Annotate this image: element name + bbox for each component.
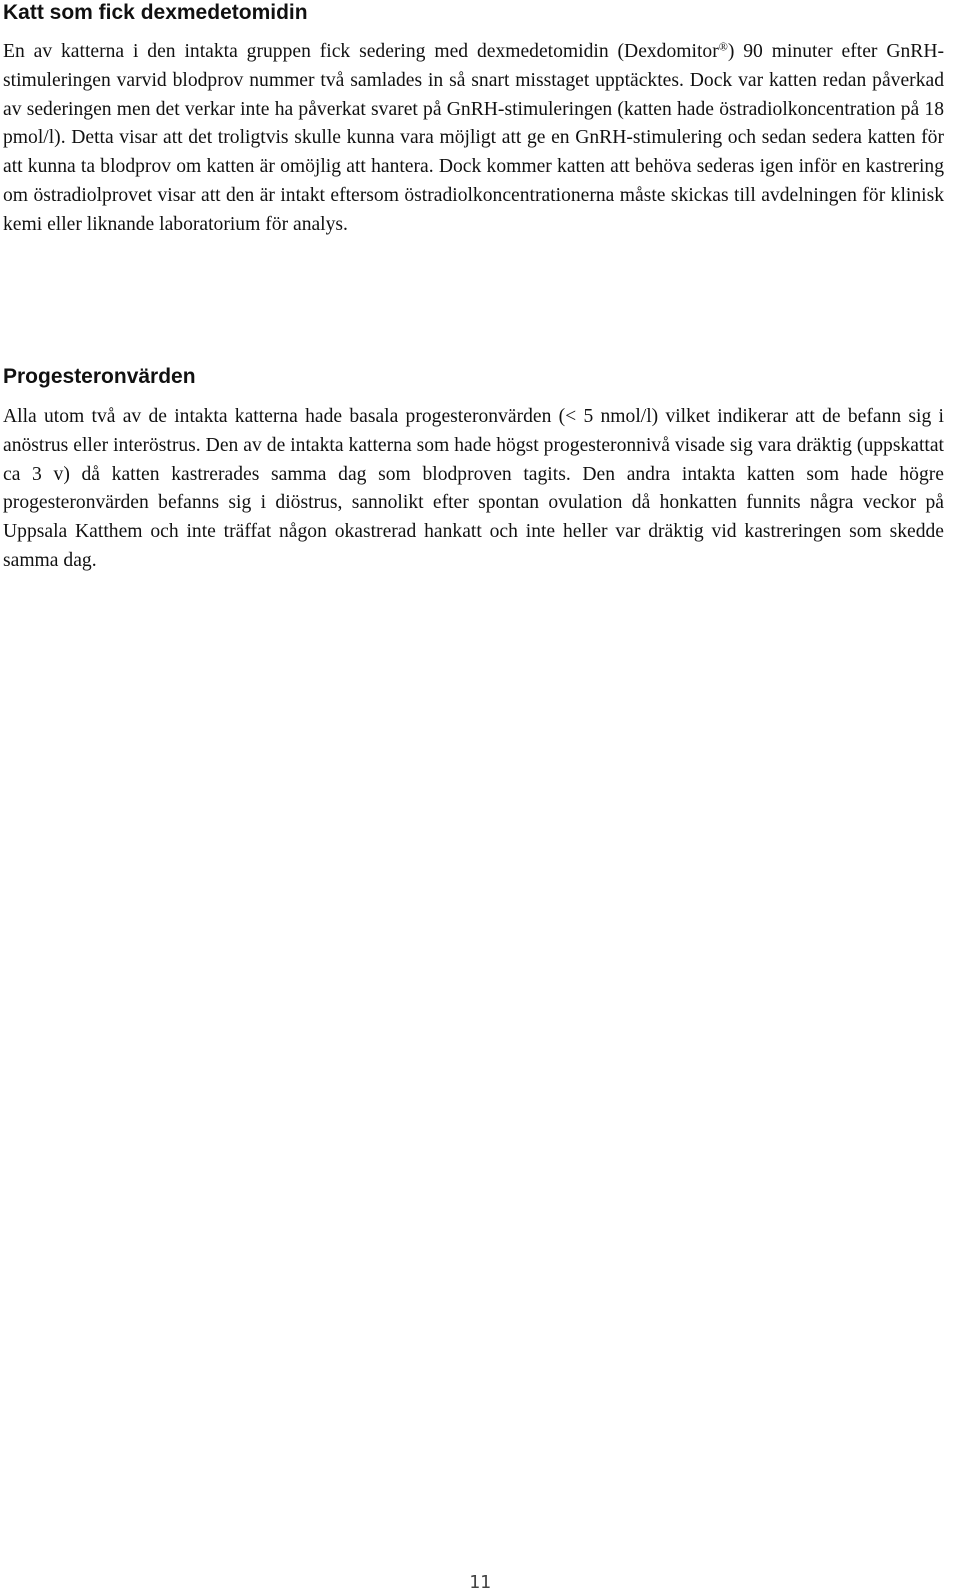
section-heading-progesteron: Progesteronvärden [3,365,196,388]
paragraph-text-part1: En av katterna i den intakta gruppen fick sedering med dexmedetomidin (Dexdomitor [3,41,719,62]
paragraph-progesteron: Alla utom två av de intakta katterna hade basala progesteronvärden (< 5 nmol/l) vilket indikerar att de befann sig i anöstrus eller interöstrus. Den av de intakta katterna som hade högst progesteronnivå visade sig vara dräktig (uppskattat ca 3 v) då katten kastrerades samma dag som blodproven tagits. Den andra intakta katten som hade högre progesteronvärden befanns sig i diöstrus, sannolikt efter spontan ovulation då honkatten funnits några veckor på Uppsala Katthem och inte träffat någon okastrerad hankatt och inte heller var dräktig vid kastreringen som skedde samma dag. [3,406,944,571]
paragraph-dexmedetomidin [3,38,944,240]
paragraph-text-part2: ) 90 minuter efter GnRH-stimuleringen varvid blodprov nummer två samlades in så snart misstaget upptäcktes. Dock var katten redan påverkad av sederingen men det verkar inte ha påverkat svaret på GnRH-stimuleringen (katten hade östradiolkoncentration på 18 pmol/l). Detta visar att det troligtvis skulle kunna vara möjligt att ge en GnRH-stimulering och sedan sedera katten för att kunna ta blodprov om katten är omöjlig att hantera. Dock kommer katten att behöva sederas igen inför en kastrering om östradiolprovet visar att den är intakt eftersom östradiolkoncentrationerna måste skickas till avdelningen för klinisk kemi eller liknande laboratorium för analys. [3,41,945,235]
registered-mark: ® [718,39,728,54]
page-number: 11 [469,1572,491,1593]
section-heading-dexmedetomidin: Katt som fick dexmedetomidin [3,1,308,24]
